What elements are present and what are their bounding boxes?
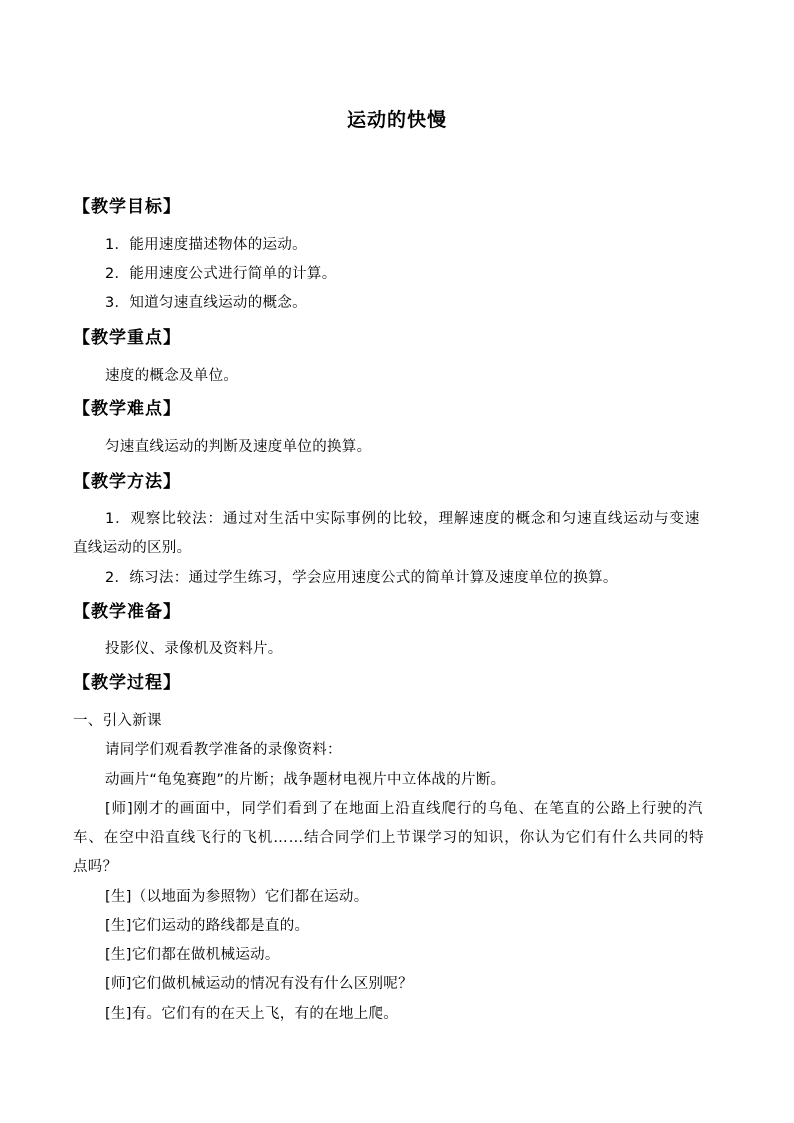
goal-item-3: 3．知道匀速直线运动的概念。 <box>105 295 307 311</box>
process-line: [生]有。它们有的在天上飞，有的在地上爬。 <box>105 1006 399 1022</box>
process-line: 点吗？ <box>73 859 118 875</box>
heading-preparation: 【教学准备】 <box>73 602 181 622</box>
process-line: 请同学们观看教学准备的录像资料： <box>105 742 342 758</box>
process-line: 车、在空中沿直线飞行的飞机……结合同学们上节课学习的知识，你认为它们有什么共同的特 <box>73 830 705 846</box>
process-line: [生]它们运动的路线都是直的。 <box>105 918 310 934</box>
preparation-text: 投影仪、录像机及资料片。 <box>105 641 283 657</box>
method-item-1-line-1: 1．观察比较法：通过对生活中实际事例的比较，理解速度的概念和匀速直线运动与变速 <box>105 511 701 527</box>
method-item-2: 2．练习法：通过学生练习，学会应用速度公式的简单计算及速度单位的换算。 <box>105 570 618 586</box>
process-line-intro: 一、引入新课 <box>73 713 162 729</box>
heading-methods: 【教学方法】 <box>73 472 181 492</box>
process-line: 动画片“龟兔赛跑”的片断；战争题材电视片中立体战的片断。 <box>105 772 506 788</box>
process-line: [师]它们做机械运动的情况有没有什么区别呢？ <box>105 976 413 992</box>
process-line: [师]刚才的画面中，同学们看到了在地面上沿直线爬行的乌龟、在笔直的公路上行驶的汽 <box>105 801 704 817</box>
process-line: [生]（以地面为参照物）它们都在运动。 <box>105 889 369 905</box>
heading-process: 【教学过程】 <box>73 673 181 693</box>
heading-teaching-goals: 【教学目标】 <box>73 197 181 217</box>
heading-difficulty: 【教学难点】 <box>73 399 181 419</box>
heading-key-point: 【教学重点】 <box>73 328 181 348</box>
page-title: 运动的快慢 <box>346 109 447 131</box>
key-point-text: 速度的概念及单位。 <box>105 368 239 384</box>
goal-item-1: 1．能用速度描述物体的运动。 <box>105 237 307 253</box>
difficulty-text: 匀速直线运动的判断及速度单位的换算。 <box>105 439 372 455</box>
process-line: [生]它们都在做机械运动。 <box>105 947 280 963</box>
method-item-1-line-2: 直线运动的区别。 <box>73 540 192 556</box>
goal-item-2: 2．能用速度公式进行简单的计算。 <box>105 266 337 282</box>
